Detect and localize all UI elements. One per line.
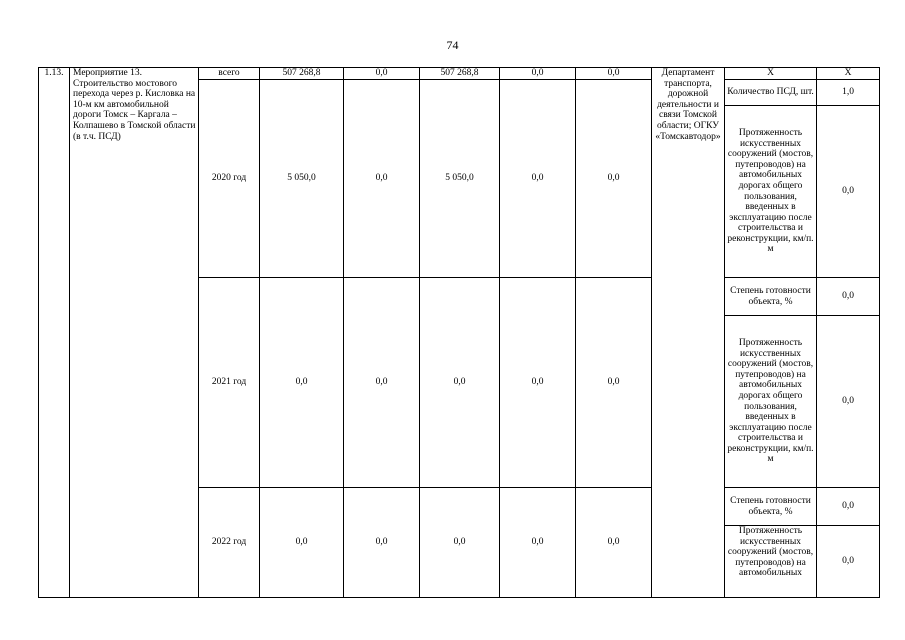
value-cell: 0,0 [344,488,420,598]
value-cell: 0,0 [260,278,344,488]
value-cell: 0,0 [576,278,652,488]
indicator-value: 0,0 [817,488,880,526]
indicator-value: X [817,68,880,80]
indicator-value: 0,0 [817,526,880,598]
measures-table [38,67,880,598]
executor-cell: Департамент транспорта, дорожной деятельности и связи Томской области; ОГКУ «Томскавтодор» [652,68,725,598]
measure-number: 1.13. [39,68,70,598]
indicator-name: Протяженность искусственных сооружений (мостов, путепроводов) на автомобильных дорогах общего пользования, введенных в эксплуатацию после строительства и реконструкции, км/п. м [725,106,817,278]
value-cell: 0,0 [576,80,652,278]
measure-name: Мероприятие 13. Строительство мостового перехода через р. Кисловка на 10-м км автомобильной дороги Томск – Каргала – Колпашево в Томской области (в т.ч. ПСД) [70,68,199,598]
indicator-value: 0,0 [817,106,880,278]
period-cell: 2020 год [199,80,260,278]
indicator-name: Степень готовности объекта, % [725,278,817,316]
value-cell: 0,0 [576,68,652,80]
indicator-value: 0,0 [817,316,880,488]
value-cell: 0,0 [576,488,652,598]
total-row [39,68,880,80]
indicator-name: Протяженность искусственных сооружений (мостов, путепроводов) на автомобильных дорогах общего пользования, введенных в эксплуатацию после строительства и реконструкции, км/п. м [725,316,817,488]
indicator-value: 0,0 [817,278,880,316]
indicator-value: 1,0 [817,80,880,106]
period-cell: 2021 год [199,278,260,488]
value-cell: 0,0 [344,80,420,278]
value-cell: 0,0 [500,80,576,278]
indicator-name: Количество ПСД, шт. [725,80,817,106]
value-cell: 0,0 [420,488,500,598]
value-cell: 5 050,0 [260,80,344,278]
indicator-name: X [725,68,817,80]
value-cell: 0,0 [344,68,420,80]
period-cell: 2022 год [199,488,260,598]
page-number: 74 [446,38,459,52]
indicator-name: Степень готовности объекта, % [725,488,817,526]
value-cell: 0,0 [420,278,500,488]
value-cell: 0,0 [500,278,576,488]
value-cell: 0,0 [344,278,420,488]
period-cell: всего [199,68,260,80]
value-cell: 0,0 [260,488,344,598]
value-cell: 0,0 [500,68,576,80]
indicator-name: Протяженность искусственных сооружений (мостов, путепроводов) на автомобильных [725,526,817,598]
value-cell: 507 268,8 [260,68,344,80]
value-cell: 507 268,8 [420,68,500,80]
value-cell: 5 050,0 [420,80,500,278]
value-cell: 0,0 [500,488,576,598]
